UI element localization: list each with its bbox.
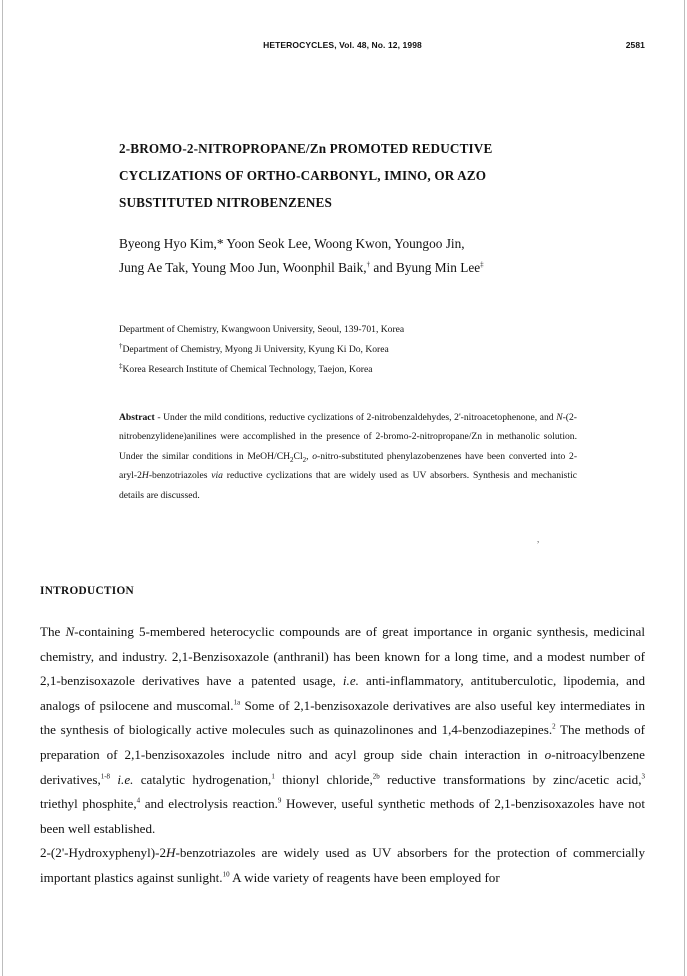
- citation: 2b: [372, 772, 380, 781]
- author-line-2: Jung Ae Tak, Young Moo Jun, Woonphil Baik,† and Byung Min Lee‡: [119, 260, 484, 275]
- citation: 10: [222, 870, 230, 879]
- affiliations: [119, 320, 599, 380]
- page-edge-right: [684, 0, 685, 976]
- citation: 4: [136, 796, 141, 805]
- citation: 2: [552, 723, 556, 732]
- citation: 9: [277, 796, 282, 805]
- page-number: 2581: [625, 40, 645, 50]
- title-line-2: CYCLIZATIONS OF ORTHO-CARBONYL, IMINO, OR AZO: [119, 168, 487, 183]
- abstract: Abstract - Under the mild conditions, reductive cyclizations of 2-nitrobenzaldehydes, 2'-nitroacetophenone, and N-(2-nitrobenzylidene)anilines were accomplished in the presence of 2-bromo-2-nitropropane/Zn in methanolic solution. Under the similar conditions in MeOH/$CH_2Cl_2$, o-nitro-substituted phenylazobenzenes have been converted into 2-aryl-2H-benzotriazoles via reductive cyclizations that are widely used as UV absorbers. Synthesis and mechanistic details are discussed.: [119, 412, 578, 501]
- dagger-mark: †: [366, 260, 371, 269]
- paper-title: [119, 135, 589, 216]
- author-list: [119, 232, 599, 280]
- title-line-3: SUBSTITUTED NITROBENZENES: [119, 195, 332, 210]
- paragraph-2: 2-(2'-Hydroxyphenyl)-2H-benzotriazoles are widely used as UV absorbers for the protection of commercially important plastics against sunlight.$^{10}$ A wide variety of reagents have been employed for: [40, 845, 645, 885]
- affiliation-2: †Department of Chemistry, Myong Ji University, Kyung Ki Do, Korea: [119, 341, 389, 355]
- page-edge-left: [2, 0, 3, 976]
- section-heading-introduction: INTRODUCTION: [40, 585, 134, 597]
- abstract-label: Abstract: [119, 412, 155, 423]
- running-header: [40, 40, 645, 54]
- citation: 1: [271, 772, 275, 781]
- citation: 3: [641, 772, 645, 781]
- body-text: [40, 620, 645, 891]
- citation: 1-8: [100, 772, 111, 781]
- affiliation-3: ‡Korea Research Institute of Chemical Technology, Taejon, Korea: [119, 361, 373, 375]
- double-dagger-mark: ‡: [480, 260, 484, 269]
- title-line-1: 2-BROMO-2-NITROPROPANE/Zn PROMOTED REDUCTIVE: [119, 141, 493, 156]
- journal-citation: HETEROCYCLES, Vol. 48, No. 12, 1998: [263, 40, 422, 50]
- citation: 1a: [233, 698, 241, 707]
- affiliation-1: Department of Chemistry, Kwangwoon University, Seoul, 139-701, Korea: [119, 324, 405, 335]
- stray-mark: ,: [537, 534, 540, 544]
- author-line-1: Byeong Hyo Kim,* Yoon Seok Lee, Woong Kwon, Youngoo Jin,: [119, 236, 465, 251]
- paragraph-1: The N-containing 5-membered heterocyclic compounds are of great importance in organic synthesis, medicinal chemistry, and industry. 2,1-Benzisoxazole (anthranil) has been known for a long time, and a modest number of 2,1-benzisoxazole derivatives have a patented usage, i.e. anti-inflammatory, antituberculotic, lipodemia, and analogs of psilocene and muscomal.$^{1a}$ Some of 2,1-benzisoxazole derivatives are also useful key intermediates in the synthesis of biologically active molecules such as quinazolinones and 1,4-benzodiazepines.$^2$ The methods of preparation of 2,1-benzisoxazoles include nitro and acyl group side chain interaction in o-nitroacylbenzene derivatives,$^{1-8}$ i.e. catalytic hydrogenation,$^1$ thionyl chloride,$^{2b}$ reductive transformations by zinc/acetic acid,$^3$ triethyl phosphite,$^4$ and electrolysis reaction.$^9$ However, useful synthetic methods of 2,1-benzisoxazoles have not been well established.: [40, 624, 645, 836]
